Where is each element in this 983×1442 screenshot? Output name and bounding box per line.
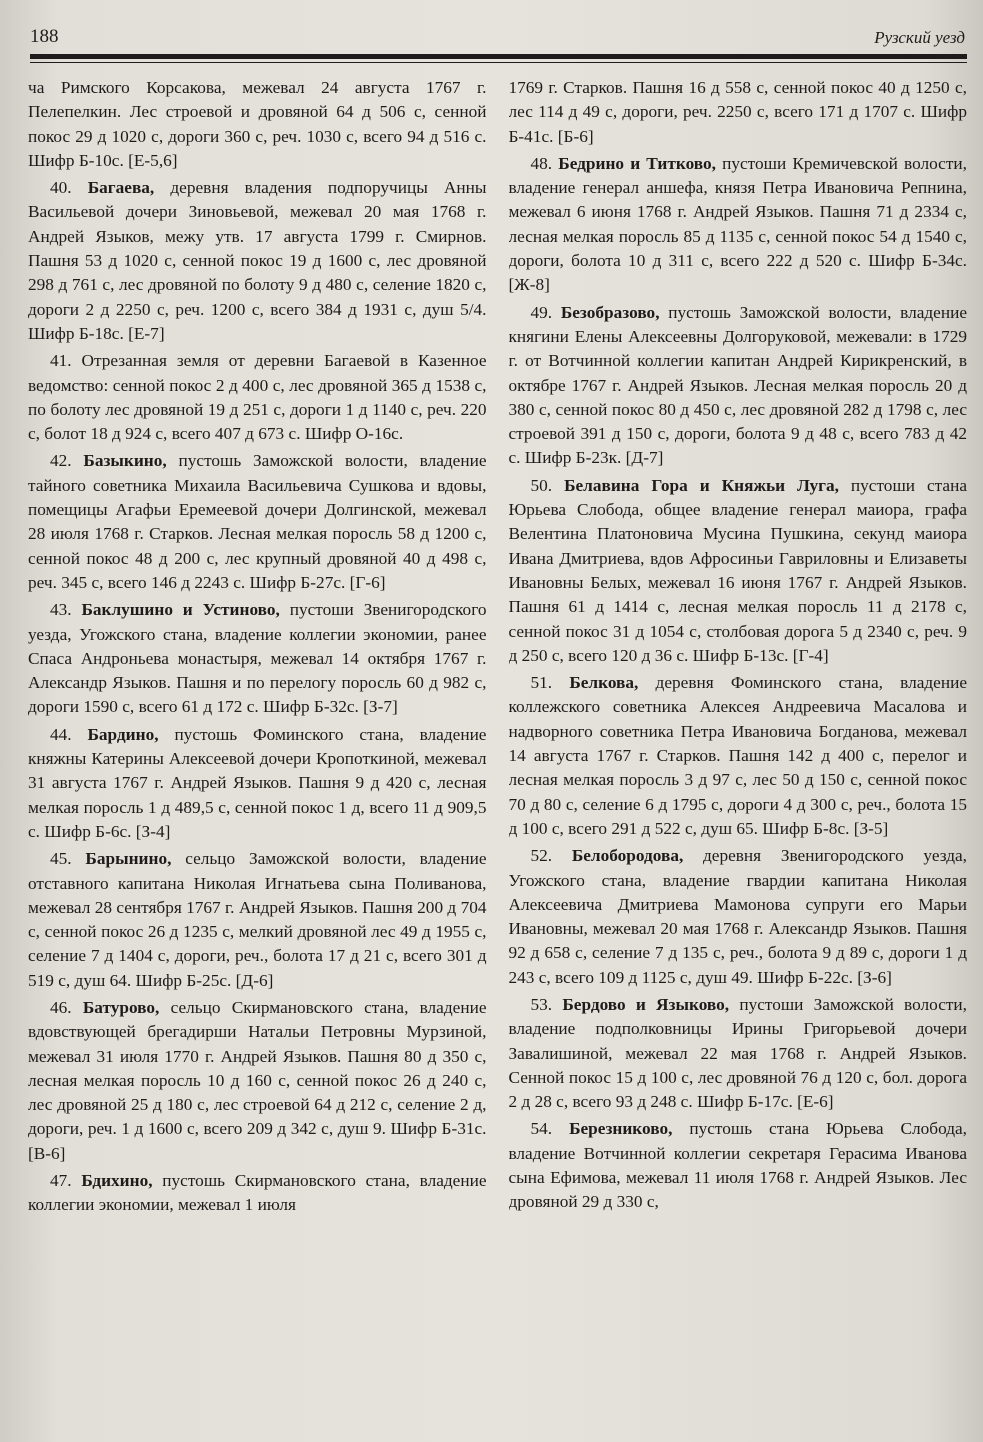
entry-54: 54. Березниково, пустошь стана Юрьева Слобода, владение Вотчинной коллегии секретаря Герасима Иванова сына Ефимова, межевал 11 июля 1768 г. Андрей Языков. Лес дровяной 29 д 330 с,	[508, 1119, 967, 1212]
entry-name: Баклушино и Устиново,	[81, 600, 280, 620]
text-columns	[28, 76, 967, 1432]
entry-42: 42. Базыкино, пустошь Заможской волости, владение тайного советника Михаила Васильевича Сушкова и вдовы, помещицы Агафьи Еремеевой дочери Долгинской, межевал 28 июля 1768 г. Старков. Лесная мелкая поросль 58 д 1200 с, сенной покос 48 д 200 с, лес крупный дровяной 40 д 498 с, реч. 345 с, всего 146 д 2243 с. Шифр Б-27с. [Г-6]	[28, 451, 487, 592]
entry-50: 50. Белавина Гора и Княжьи Луга, пустоши стана Юрьева Слобода, общее владение генерал маиора, графа Велентина Платоновича Мусина Пушкина, секунд маиора Ивана Дмитриева, вдов Афросиньи Гавриловны и Елизаветы Ивановны Белых, межевал 16 июня 1767 г. Андрей Языков. Пашня 61 д 1414 с, лесная мелкая поросль 11 д 2178 с, сенной покос 31 д 1054 с, столбовая дорога 5 д 2340 с, реч. 9 д 250 с, всего 120 д 36 с. Шифр Б-13с. [Г-4]	[508, 475, 967, 665]
entry-45: 45. Барынино, сельцо Заможской волости, владение отставного капитана Николая Игнатьева сына Поливанова, межевал 28 сентября 1767 г. Андрей Языков. Пашня 200 д 704 с, сенной покос 26 д 1235 с, мелкий дровяной лес 49 д 1955 с, селение 7 д 1404 с, дороги, реч., болота 17 д 21 с, всего 301 д 519 с, душ 64. Шифр Б-25с. [Д-6]	[28, 849, 487, 990]
entry-name: Березниково,	[569, 1119, 673, 1139]
entry-name: Багаева,	[87, 178, 155, 198]
entry-name: Батурово,	[82, 997, 160, 1017]
page-header	[30, 22, 965, 52]
entry-continuation: ча Римского Корсакова, межевал 24 августа 1767 г. Пелепелкин. Лес строевой и дровяной 64 д 506 с, сенной покос 29 д 1020 с, дороги 360 с, реч. 1030 с, всего 94 д 516 с. Шифр Б-10с. [Е-5,6]	[28, 78, 487, 170]
entry-43: 43. Баклушино и Устиново, пустоши Звенигородского уезда, Угожского стана, владение коллегии экономии, ранее Спаса Андроньева монастыря, межевал 14 октября 1767 г. Александр Языков. Пашня и по перелогу поросль 60 д 982 с, дороги 1590 с, всего 61 д 172 с. Шифр Б-32с. [З-7]	[28, 600, 487, 717]
entry-52: 52. Белобородова, деревня Звенигородского уезда, Угожского стана, владение гвардии капитана Николая Алексеевича Дмитриева Мамонова супруги его Марьи Ивановны, межевал 20 мая 1768 г. Александр Языков. Пашня 92 д 658 с, селение 7 д 135 с, реч., болота 9 д 89 с, дороги 1 д 243 с, всего 109 д 1125 с, душ 49. Шифр Б-22с. [З-6]	[508, 846, 967, 987]
left-column	[28, 76, 487, 1432]
entry-name: Барынино,	[85, 849, 172, 869]
entry-41: 41. Отрезанная земля от деревни Багаевой в Казенное ведомство: сенной покос 2 д 400 с, лес дровяной 365 д 1538 с, по болоту лес дровяной 19 д 251 с, дороги 1 д 1140 с, реч. 220 с, болот 18 д 924 с, всего 407 д 673 с. Шифр О-16с.	[28, 351, 487, 444]
entry-name: Белкова,	[569, 673, 639, 693]
entry-51: 51. Белкова, деревня Фоминского стана, владение коллежского советника Алексея Андреевича Масалова и надворного советника Петра Ивановича Богданова, межевал 14 августа 1767 г. Старков. Пашня 142 д 400 с, перелог и лесная мелкая поросль 3 д 97 с, лес 50 д 150 с, сенной покос 70 д 80 с, селение 6 д 1795 с, дороги 4 д 300 с, реч., болота 15 д 100 с, всего 291 д 522 с, душ 65. Шифр Б-8с. [З-5]	[508, 673, 967, 838]
entry-40: 40. Багаева, деревня владения подпоручицы Анны Васильевой дочери Зиновьевой, межевал 20 мая 1768 г. Андрей Языков, межу утв. 17 августа 1799 г. Смирнов. Пашня 53 д 1020 с, сенной покос 19 д 1600 с, лес дровяной 298 д 761 с, лес дровяной по болоту 9 д 480 с, селение 1820 с, дороги 2 д 2250 с, реч. 1200 с, всего 384 д 1931 с, душ 5/4. Шифр Б-18с. [Е-7]	[28, 178, 487, 343]
entry-name: Безобразово,	[560, 302, 660, 322]
entry-name: Бдихино,	[81, 1171, 153, 1191]
entry-53: 53. Бердово и Языково, пустоши Заможской волости, владение подполковницы Ирины Григорьевой дочери Завалишиной, межевал 22 мая 1768 г. Андрей Языков. Сенной покос 15 д 100 с, лес дровяной 76 д 120 с, бол. дорога 2 д 28 с, всего 93 д 248 с. Шифр Б-17с. [Е-6]	[508, 994, 967, 1112]
entry-name: Белобородова,	[571, 846, 684, 866]
entry-name: Базыкино,	[83, 451, 167, 471]
entry-name: Бардино,	[87, 724, 159, 744]
header-rule-thin	[30, 62, 967, 63]
entry-name: Белавина Гора и Княжьи Луга,	[564, 475, 839, 495]
entry-49: 49. Безобразово, пустошь Заможской волости, владение княгини Елены Алексеевны Долгоруковой, межевали: в 1729 г. от Вотчинной коллегии капитан Андрей Кирикренский, в октябре 1767 г. Андрей Языков. Лесная мелкая поросль 20 д 380 с, сенной покос 80 д 450 с, лес дровяной 282 д 1798 с, лес строевой 391 д 150 с, дороги, болота 9 д 48 с, всего 783 д 42 с. Шифр Б-23к. [Д-7]	[508, 302, 967, 468]
running-head: Рузский уезд	[874, 28, 965, 47]
right-column	[509, 76, 968, 1432]
entry-name: Бедрино и Титково,	[558, 153, 716, 173]
header-rule-thick	[30, 54, 967, 59]
entry-47: 47. Бдихино, пустошь Скирмановского стана, владение коллегии экономии, межевал 1 июля	[28, 1171, 487, 1215]
page-number: 188	[30, 26, 59, 47]
entry-continuation: 1769 г. Старков. Пашня 16 д 558 с, сенной покос 40 д 1250 с, лес 114 д 49 с, дороги, реч. 2250 с, всего 171 д 1707 с. Шифр Б-41с. [Б-6]	[508, 78, 967, 146]
entry-44: 44. Бардино, пустошь Фоминского стана, владение княжны Катерины Алексеевой дочери Кропоткиной, межевал 31 августа 1767 г. Андрей Языков. Пашня 9 д 420 с, лесная мелкая поросль 1 д 489,5 с, сенной покос 1 д, всего 11 д 909,5 с. Шифр Б-6с. [З-4]	[28, 724, 487, 841]
entry-48: 48. Бедрино и Титково, пустоши Кремичевской волости, владение генерал аншефа, князя Петра Ивановича Репнина, межевал 6 июня 1768 г. Андрей Языков. Пашня 71 д 2334 с, лесная мелкая поросль 85 д 1135 с, сенной покос 54 д 1540 с, дороги, болота 10 д 311 с, всего 222 д 520 с. Шифр Б-34с. [Ж-8]	[508, 153, 967, 295]
entry-46: 46. Батурово, сельцо Скирмановского стана, владение вдовствующей брегадирши Натальи Петровны Мурзиной, межевал 31 июля 1770 г. Андрей Языков. Пашня 80 д 350 с, лесная мелкая поросль 10 д 160 с, сенной покос 26 д 240 с, лес дровяной 25 д 180 с, лес строевой 64 д 212 с, селение 2 д, дороги, реч. 1 д 1600 с, всего 209 д 342 с, душ 9. Шифр Б-31с. [В-6]	[28, 997, 487, 1163]
entry-name: Бердово и Языково,	[562, 994, 730, 1014]
